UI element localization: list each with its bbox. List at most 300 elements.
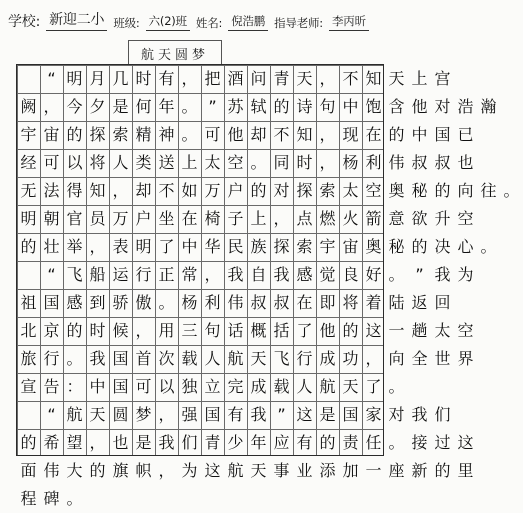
essay-char: 括 (273, 321, 290, 340)
essay-char: 官 (66, 209, 83, 228)
essay-char: 阙 (20, 97, 37, 116)
essay-char: 船 (89, 265, 106, 284)
essay-char: 宫 (434, 69, 451, 88)
essay-char: 伟 (227, 293, 244, 312)
essay-char: ， (319, 69, 336, 88)
essay-char: 强 (181, 405, 198, 424)
essay-char: 他 (319, 321, 336, 340)
essay-line (17, 457, 477, 485)
essay-char: 户 (135, 209, 152, 228)
essay-char: 告 (43, 377, 60, 396)
class-label: 班级: (113, 16, 140, 30)
essay-char: 人 (112, 153, 129, 172)
essay-char: 自 (250, 265, 267, 284)
essay-char: ” (277, 405, 286, 424)
essay-char: 明 (66, 69, 83, 88)
essay-char: 感 (66, 293, 83, 312)
essay-char: 宙 (43, 125, 60, 144)
essay-char: 员 (89, 209, 106, 228)
essay-char: 伟 (388, 153, 405, 172)
essay-char: 有 (296, 433, 313, 452)
essay-char: 任 (365, 433, 382, 452)
essay-char: 叔 (273, 293, 290, 312)
essay-line (17, 485, 86, 513)
essay-char: 不 (158, 181, 175, 200)
essay-char: 为 (457, 265, 474, 284)
essay-char: “ (47, 405, 56, 424)
essay-char: 。 (181, 125, 198, 144)
essay-char: 上 (250, 209, 267, 228)
essay-char: 立 (204, 377, 221, 396)
essay-char: 空 (457, 209, 474, 228)
essay-char: 户 (227, 181, 244, 200)
essay-char: 可 (204, 125, 221, 144)
essay-char: ” (208, 97, 217, 116)
essay-char: 国 (204, 405, 221, 424)
essay-char: 同 (273, 153, 290, 172)
essay-char: 的 (250, 181, 267, 200)
essay-char: ， (158, 405, 175, 424)
essay-char: 的 (434, 461, 451, 480)
essay-char: 成 (319, 349, 336, 368)
essay-char: 。 (181, 97, 198, 116)
essay-char: 向 (457, 181, 474, 200)
essay-char: 。 (503, 181, 520, 200)
essay-char: 知 (296, 125, 313, 144)
essay-char: 秘 (411, 181, 428, 200)
essay-char: “ (47, 265, 56, 284)
essay-char: 点 (296, 209, 313, 228)
essay-char: 这 (296, 405, 313, 424)
essay-char: 他 (411, 97, 428, 116)
essay-char: 成 (250, 377, 267, 396)
essay-char: 天 (342, 377, 359, 396)
essay-char: 希 (43, 433, 60, 452)
essay-char: 的 (273, 97, 290, 116)
essay-char: ， (319, 125, 336, 144)
essay-char: 神 (158, 125, 175, 144)
essay-char: 对 (388, 405, 405, 424)
essay-char: 们 (434, 405, 451, 424)
essay-char: 三 (181, 321, 198, 340)
essay-char: 里 (457, 461, 474, 480)
essay-char: 全 (411, 349, 428, 368)
essay-char: 我 (250, 405, 267, 424)
essay-char: 完 (227, 377, 244, 396)
essay-char: ， (273, 209, 290, 228)
essay-char: 不 (273, 125, 290, 144)
essay-char: 上 (181, 153, 198, 172)
essay-char: 空 (457, 321, 474, 340)
essay-char: 奥 (365, 237, 382, 256)
essay-char: 心 (457, 237, 474, 256)
essay-char: 坐 (158, 209, 175, 228)
essay-char: 载 (181, 349, 198, 368)
essay-char: 明 (135, 237, 152, 256)
essay-char: 座 (388, 461, 405, 480)
essay-char: 向 (388, 349, 405, 368)
essay-char: 精 (135, 125, 152, 144)
essay-char: 这 (204, 461, 221, 480)
essay-char: 表 (112, 237, 129, 256)
essay-char: 面 (20, 461, 37, 480)
essay-char (17, 401, 40, 429)
essay-char: 京 (43, 321, 60, 340)
essay-char: 燃 (319, 209, 336, 228)
essay-char: 回 (434, 293, 451, 312)
essay-char: 族 (250, 237, 267, 256)
essay-char: 中 (342, 97, 359, 116)
essay-char: 利 (365, 153, 382, 172)
essay-char: 利 (204, 293, 221, 312)
essay-char: 太 (204, 153, 221, 172)
essay-char: 以 (158, 377, 175, 396)
essay-char: 法 (43, 181, 60, 200)
essay-char: 中 (89, 377, 106, 396)
essay-char: 用 (158, 321, 175, 340)
essay-char: 杨 (342, 153, 359, 172)
essay-line (17, 345, 477, 373)
essay-char: 应 (273, 433, 290, 452)
essay-char: 事 (273, 461, 290, 480)
essay-char: 年 (158, 97, 175, 116)
essay-char: 祖 (20, 293, 37, 312)
essay-char: 界 (457, 349, 474, 368)
essay-char: 送 (158, 153, 175, 172)
essay-char: 趟 (411, 321, 428, 340)
essay-char: 空 (365, 181, 382, 200)
essay-char: 觉 (319, 265, 336, 284)
essay-char: 次 (158, 349, 175, 368)
essay-char: 是 (112, 97, 129, 116)
essay-char: 轼 (250, 97, 267, 116)
essay-char: ， (43, 97, 60, 116)
essay-char: 天 (250, 349, 267, 368)
essay-char: 明 (20, 209, 37, 228)
essay-char: 的 (388, 125, 405, 144)
essay-char: 经 (20, 153, 37, 172)
essay-char: 时 (89, 321, 106, 340)
essay-char: 年 (250, 433, 267, 452)
essay-char: 。 (388, 433, 405, 452)
essay-char: 时 (135, 69, 152, 88)
essay-char: 望 (66, 433, 83, 452)
school-label: 学校: (8, 14, 41, 30)
essay-char: 的 (434, 181, 451, 200)
essay-char: ， (135, 321, 152, 340)
essay-char: 不 (342, 69, 359, 88)
essay-line (17, 317, 477, 345)
essay-char: 索 (319, 181, 336, 200)
essay-char: 宣 (20, 377, 37, 396)
essay-char: 以 (66, 153, 83, 172)
essay-char: 宇 (319, 237, 336, 256)
essay-char: 到 (89, 293, 106, 312)
essay-char: ， (319, 153, 336, 172)
essay-char: 独 (181, 377, 198, 396)
essay-char: 饱 (365, 97, 382, 116)
essay-char: 的 (89, 461, 106, 480)
essay-char: 了 (365, 377, 382, 396)
essay-char: 往 (480, 181, 497, 200)
essay-line (17, 205, 477, 233)
essay-char: 了 (296, 321, 313, 340)
essay-char: 概 (250, 321, 267, 340)
essay-char: 有 (227, 405, 244, 424)
essay-char: 即 (319, 293, 336, 312)
essay-char: 却 (135, 181, 152, 200)
essay-char: 有 (158, 69, 175, 88)
essay-char: 在 (365, 125, 382, 144)
essay-char: 航 (227, 349, 244, 368)
essay-char: 过 (434, 433, 451, 452)
essay-char: 我 (227, 265, 244, 284)
essay-char: 。 (66, 349, 83, 368)
essay-char: 一 (388, 321, 405, 340)
essay-char: “ (47, 69, 56, 88)
essay-char: 问 (250, 69, 267, 88)
essay-char: 陆 (388, 293, 405, 312)
essay-char: 航 (319, 377, 336, 396)
essay-char: 探 (273, 237, 290, 256)
essay-char: 也 (112, 433, 129, 452)
essay-char: 叔 (434, 153, 451, 172)
essay-char: 知 (365, 69, 382, 88)
essay-char: 子 (227, 209, 244, 228)
essay-char: 意 (388, 209, 405, 228)
essay-line (17, 401, 454, 429)
essay-char: 行 (296, 349, 313, 368)
essay-char: ， (112, 181, 129, 200)
essay-char: 接 (411, 433, 428, 452)
essay-char: 我 (273, 265, 290, 284)
header-info (8, 9, 396, 31)
essay-char: 酒 (227, 69, 244, 88)
essay-char: 现 (342, 125, 359, 144)
essay-char: 决 (434, 237, 451, 256)
essay-char: 的 (342, 321, 359, 340)
essay-char: ， (204, 265, 221, 284)
essay-char (17, 65, 40, 93)
essay-char: 我 (158, 433, 175, 452)
essay-line (17, 65, 454, 93)
essay-char: 加 (342, 461, 359, 480)
essay-char: 可 (135, 377, 152, 396)
class-value: 六(2)班 (146, 13, 190, 31)
essay-char: 一 (365, 461, 382, 480)
essay-char: 飞 (273, 349, 290, 368)
essay-char: 上 (411, 69, 428, 88)
essay-char: 青 (273, 69, 290, 88)
essay-char: 将 (89, 153, 106, 172)
essay-char: 旗 (112, 461, 129, 480)
essay-line (17, 289, 454, 317)
essay-line (17, 373, 408, 401)
essay-char: 升 (434, 209, 451, 228)
essay-char: 已 (457, 125, 474, 144)
essay-char: 含 (388, 97, 405, 116)
school-value: 新迎二小 (46, 9, 107, 31)
essay-char: 民 (227, 237, 244, 256)
essay-char: 梦 (135, 405, 152, 424)
essay-char: 责 (342, 433, 359, 452)
essay-char: 叔 (411, 153, 428, 172)
essay-char: 天 (388, 69, 405, 88)
essay-char: 椅 (204, 209, 221, 228)
essay-char: ， (158, 461, 175, 480)
essay-char: 华 (204, 237, 221, 256)
essay-char: 的 (20, 237, 37, 256)
essay-char: 伟 (43, 461, 60, 480)
essay-char: 大 (66, 461, 83, 480)
essay-char: 。 (66, 489, 83, 508)
essay-char: 世 (434, 349, 451, 368)
essay-char: 空 (227, 153, 244, 172)
essay-char: 月 (89, 69, 106, 88)
essay-char: 这 (365, 321, 382, 340)
essay-char: 家 (365, 405, 382, 424)
essay-char: 天 (296, 69, 313, 88)
essay-char: 火 (342, 209, 359, 228)
essay-char: 夕 (89, 97, 106, 116)
essay-char: 句 (204, 321, 221, 340)
essay-char: 中 (181, 237, 198, 256)
essay-char: 可 (43, 153, 60, 172)
essay-char: 也 (457, 153, 474, 172)
essay-char: 候 (112, 321, 129, 340)
essay-char: 业 (296, 461, 313, 480)
essay-char: 的 (66, 125, 83, 144)
essay-char: 得 (66, 181, 83, 200)
essay-char: 人 (296, 377, 313, 396)
essay-char: 今 (66, 97, 83, 116)
essay-char: 我 (434, 265, 451, 284)
essay-char: 奥 (388, 181, 405, 200)
essay-char: ， (89, 237, 106, 256)
essay-char: 新 (411, 461, 428, 480)
essay-char: 着 (365, 293, 382, 312)
essay-char: 。 (388, 377, 405, 396)
essay-char: 话 (227, 321, 244, 340)
essay-char: 却 (250, 125, 267, 144)
essay-char: 旅 (20, 349, 37, 368)
essay-char: 帜 (135, 461, 152, 480)
essay-char: 载 (273, 377, 290, 396)
essay-char: 探 (89, 125, 106, 144)
essay-char: 诗 (296, 97, 313, 116)
essay-char: 万 (204, 181, 221, 200)
essay-line (17, 149, 477, 177)
essay-char: 正 (158, 265, 175, 284)
essay-char: 感 (296, 265, 313, 284)
essay-char: 傲 (135, 293, 152, 312)
essay-char: ” (415, 265, 424, 284)
essay-char: 行 (135, 265, 152, 284)
essay-char: 是 (135, 433, 152, 452)
teacher-label: 指导老师: (274, 16, 323, 30)
essay-char: 索 (112, 125, 129, 144)
essay-char: 这 (457, 433, 474, 452)
essay-char: ： (66, 377, 83, 396)
essay-char: 探 (296, 181, 313, 200)
essay-line (17, 93, 500, 121)
essay-char: 航 (66, 405, 83, 424)
essay-char: 浩 (457, 97, 474, 116)
essay-char: 太 (434, 321, 451, 340)
essay-title: 航天圆梦 (128, 40, 222, 66)
essay-char: 我 (89, 349, 106, 368)
name-label: 姓名: (195, 16, 223, 30)
essay-char: 苏 (227, 97, 244, 116)
essay-char: 的 (319, 433, 336, 452)
essay-char: 叔 (250, 293, 267, 312)
essay-char: 的 (66, 321, 83, 340)
essay-char: 国 (43, 293, 60, 312)
essay-char: 行 (43, 349, 60, 368)
essay-char: 的 (20, 433, 37, 452)
essay-char: 对 (434, 97, 451, 116)
essay-char: 他 (227, 125, 244, 144)
essay-char: 国 (434, 125, 451, 144)
essay-char: 圆 (112, 405, 129, 424)
essay-char: 北 (20, 321, 37, 340)
essay-char: 箭 (365, 209, 382, 228)
essay-char: ， (365, 349, 382, 368)
essay-char: 时 (296, 153, 313, 172)
essay-char: 青 (204, 433, 221, 452)
essay-char: 无 (20, 181, 37, 200)
essay-char: 。 (388, 265, 405, 284)
essay-char: 把 (204, 69, 221, 88)
essay-char: 我 (411, 405, 428, 424)
essay-char: 国 (342, 405, 359, 424)
essay-char: 航 (227, 461, 244, 480)
essay-char: 秘 (388, 237, 405, 256)
essay-char: 了 (158, 237, 175, 256)
essay-char: 万 (112, 209, 129, 228)
essay-char: 如 (181, 181, 198, 200)
essay-char: 将 (342, 293, 359, 312)
essay-char: 朝 (43, 209, 60, 228)
essay-char: 国 (112, 349, 129, 368)
essay-char: 常 (181, 265, 198, 284)
essay-char: 索 (296, 237, 313, 256)
essay-line (17, 121, 477, 149)
essay-char: 好 (365, 265, 382, 284)
essay-char: 瀚 (480, 97, 497, 116)
essay-char: 人 (204, 349, 221, 368)
essay-char: 杨 (181, 293, 198, 312)
essay-line (17, 177, 523, 205)
writing-grid (16, 64, 520, 508)
essay-char: 添 (319, 461, 336, 480)
essay-char: 是 (319, 405, 336, 424)
essay-line (17, 429, 477, 457)
essay-char: 在 (181, 209, 198, 228)
essay-char: 良 (342, 265, 359, 284)
essay-char: 。 (158, 293, 175, 312)
essay-char: 碑 (43, 489, 60, 508)
essay-line (17, 261, 477, 289)
essay-char: 为 (181, 461, 198, 480)
essay-char: 。 (480, 237, 497, 256)
essay-char: 在 (296, 293, 313, 312)
essay-char: 骄 (112, 293, 129, 312)
essay-char: 少 (227, 433, 244, 452)
essay-char: 壮 (43, 237, 60, 256)
essay-line (17, 233, 500, 261)
essay-char: 天 (250, 461, 267, 480)
